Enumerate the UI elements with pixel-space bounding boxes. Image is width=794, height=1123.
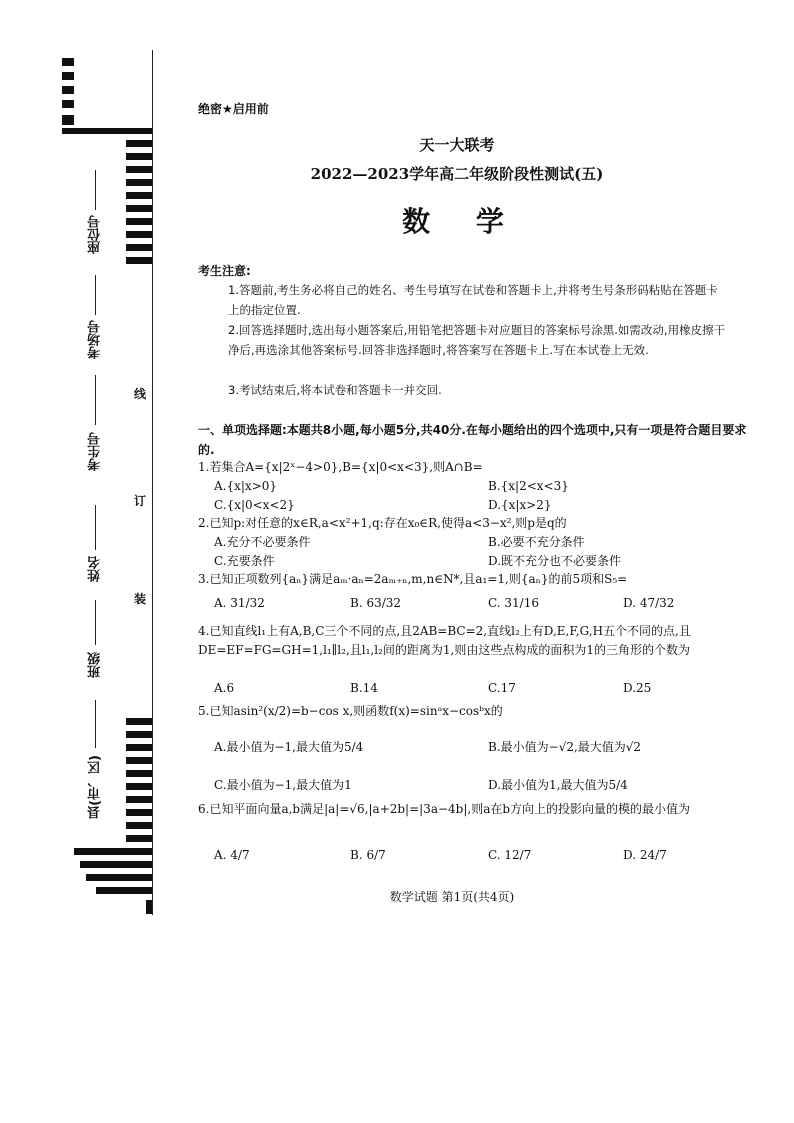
question-5	[198, 702, 748, 792]
binding-char-zhuang: 装	[134, 592, 147, 606]
exam-title: 2022—2023学年高二年级阶段性测试(五)	[310, 165, 604, 183]
seat-label: 座位号	[88, 215, 103, 254]
option-d[interactable]: D.{x|x>2}	[488, 498, 552, 512]
question-stem: 6.已知平面向量a,b满足|a|=√6,|a+2b|=|3a−4b|,则a在b方向上的投影向量的模的最小值为	[198, 802, 691, 816]
notice-item: 2.回答选择题时,选出每小题答案后,用铅笔把答题卡对应题目的答案标号涂黑.如需改动,用橡皮擦干净后,再选涂其他答案标号.回答非选择题时,将答案写在答题卡上.写在本试卷上无效.	[228, 323, 726, 357]
option-b[interactable]: B. 6/7	[350, 848, 386, 862]
exam-id-blank[interactable]	[95, 375, 96, 425]
notice-item: 1.答题前,考生务必将自己的姓名、考生号填写在试卷和答题卡上,并将考生号条形码粘贴在答题卡上的指定位置.	[228, 283, 718, 317]
question-stem: 5.已知asin²(x/2)=b−cos x,则函数f(x)=sinᵃx−cosᵇx的	[198, 704, 503, 718]
option-d[interactable]: D. 24/7	[623, 848, 667, 862]
name-label: 姓名	[88, 556, 103, 582]
option-b[interactable]: B.最小值为−√2,最大值为√2	[488, 740, 642, 754]
option-a[interactable]: A.6	[214, 681, 235, 695]
organizer-title: 天一大联考	[419, 136, 495, 154]
page-footer: 数学试题 第1页(共4页)	[389, 890, 515, 904]
question-stem: 2.已知p:对任意的x∈R,a<x²+1,q:存在x₀∈R,使得a<3−x²,则p是q的	[198, 516, 567, 530]
question-stem: 3.已知正项数列{aₙ}满足aₘ·aₙ=2aₘ₊ₙ,m,n∈N*,且a₁=1,则{aₙ}的前5项和S₅=	[198, 572, 628, 586]
option-c[interactable]: C.17	[488, 681, 516, 695]
county-label: 县(市、区)	[88, 755, 103, 819]
option-a[interactable]: A.最小值为−1,最大值为5/4	[214, 740, 364, 754]
question-stem: 1.若集合A={x|2ˣ−4>0},B={x|0<x<3},则A∩B=	[198, 460, 483, 474]
class-label: 班级	[88, 652, 103, 678]
option-c[interactable]: C.最小值为−1,最大值为1	[214, 778, 352, 792]
option-b[interactable]: B.必要不充分条件	[488, 535, 585, 549]
option-d[interactable]: D.最小值为1,最大值为5/4	[488, 778, 628, 792]
option-b[interactable]: B. 63/32	[350, 596, 402, 610]
question-stem: 4.已知直线l₁上有A,B,C三个不同的点,且2AB=BC=2,直线l₂上有D,E,F,G,H五个不同的点,且DE=EF=FG=GH=1,l₁∥l₂,且l₁,l₂间的距离为1,则由这些点构成的面积为1的三角形的个数为	[198, 624, 691, 657]
binding-char-xian: 线	[134, 387, 147, 401]
option-d[interactable]: D.既不充分也不必要条件	[488, 554, 622, 568]
room-label: 考场号	[88, 320, 103, 359]
option-b[interactable]: B.{x|2<x<3}	[488, 479, 569, 493]
exam-id-label: 考生号	[88, 432, 103, 471]
question-3	[198, 570, 748, 610]
confidential-mark: 绝密★启用前	[198, 102, 269, 116]
option-c[interactable]: C.充要条件	[214, 554, 275, 568]
option-c[interactable]: C. 12/7	[488, 848, 532, 862]
option-b[interactable]: B.14	[350, 681, 378, 695]
option-d[interactable]: D.25	[623, 681, 652, 695]
binding-char-ding: 订	[134, 494, 147, 508]
option-c[interactable]: C. 31/16	[488, 596, 539, 610]
question-1	[198, 458, 748, 512]
option-a[interactable]: A. 31/32	[214, 596, 265, 610]
county-blank[interactable]	[95, 700, 96, 748]
option-a[interactable]: A.{x|x>0}	[214, 479, 278, 493]
notice-title: 考生注意:	[198, 264, 251, 278]
room-blank[interactable]	[95, 275, 96, 315]
subject-title: 数 学	[402, 205, 522, 238]
option-a[interactable]: A.充分不必要条件	[214, 535, 311, 549]
option-a[interactable]: A. 4/7	[214, 848, 250, 862]
option-d[interactable]: D. 47/32	[623, 596, 675, 610]
question-6	[198, 800, 748, 862]
question-2	[198, 514, 748, 568]
question-4	[198, 622, 748, 695]
option-c[interactable]: C.{x|0<x<2}	[214, 498, 295, 512]
section-heading: 一、单项选择题:本题共8小题,每小题5分,共40分.在每小题给出的四个选项中,只有一项是符合题目要求的.	[198, 423, 747, 457]
name-blank[interactable]	[95, 505, 96, 550]
notice-item: 3.考试结束后,将本试卷和答题卡一并交回.	[228, 383, 442, 397]
class-blank[interactable]	[95, 600, 96, 645]
